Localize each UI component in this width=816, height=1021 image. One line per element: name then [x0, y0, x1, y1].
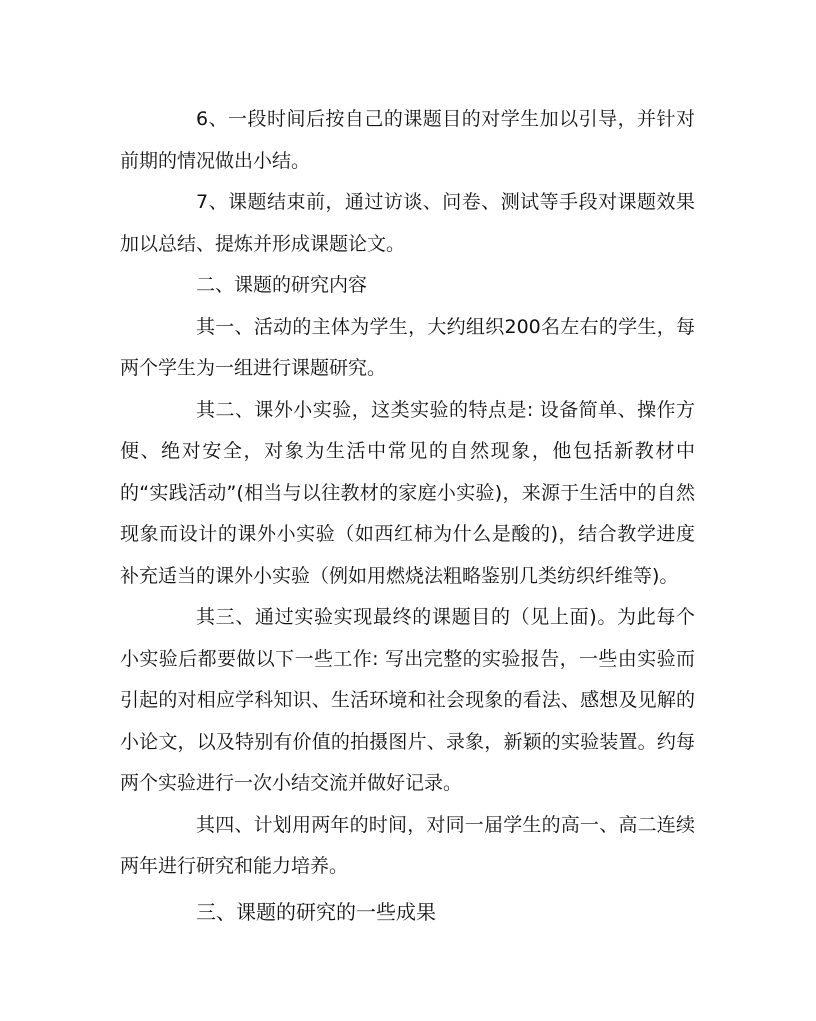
paragraph-step-6: 6、一段时间后按自己的课题目的对学生加以引导，并针对前期的情况做出小结。: [120, 108, 695, 172]
section-heading-research-results: 三、课题的研究的一些成果: [196, 899, 436, 924]
section-heading-research-content: 二、课题的研究内容: [196, 274, 368, 296]
paragraph-item-4: 其四、计划用两年的时间，对同一届学生的高一、高二连续两年进行研究和能力培养。: [120, 813, 695, 877]
paragraph-item-3: 其三、通过实验实现最终的课题目的（见上面)。为此每个小实验后都要做以下一些工作: 写出完整的实验报告，一些由实验而引起的对相应学科知识、生活环境和社会现象的看法、感想及见解的小论文，以及特别有价值的拍摄图片、录象，新颖的实验装置。约每两个实验进行一次小结交流并做好记录。: [120, 606, 695, 794]
paragraph-item-1: 其一、活动的主体为学生，大约组织200名左右的学生，每两个学生为一组进行课题研究。: [120, 315, 695, 379]
document-body: [120, 99, 695, 933]
paragraph-item-2: 其二、课外小实验，这类实验的特点是: 设备简单、操作方便、绝对安全，对象为生活中常见的自然现象，他包括新教材中的“实践活动”(相当与以往教材的家庭小实验)，来源于生活中的自然现象而设计的课外小实验（如西红柿为什么是酸的)，结合教学进度补充适当的课外小实验（例如用燃烧法粗略鉴别几类纺织纤维等)。: [120, 398, 695, 587]
paragraph-step-7: 7、课题结束前，通过访谈、问卷、测试等手段对课题效果加以总结、提炼并形成课题论文。: [120, 191, 695, 255]
